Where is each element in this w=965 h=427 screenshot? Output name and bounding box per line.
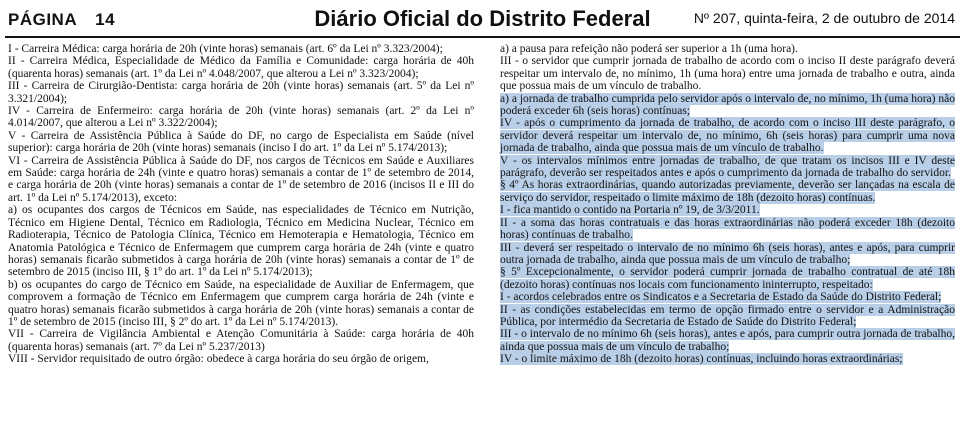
paragraph-text: a) a pausa para refeição não poderá ser superior a 1h (uma hora). bbox=[500, 43, 798, 55]
paragraph: b) os ocupantes do cargo de Técnico em Saúde, na especialidade de Auxiliar de Enfermagem, que comprovem a formação de Técnico em Enfermagem que cumprem carga horária de 24h (vinte e quatro horas) semanais ficarão submetidos à carga horária de 20h (vinte horas) semanais a contar de 1º de setembro de 2015 (inciso III, § 2º do art. 1º da Lei nº 5.174/2013). bbox=[8, 278, 474, 328]
highlighted-paragraph bbox=[500, 217, 955, 242]
publication-title: Diário Oficial do Distrito Federal bbox=[314, 6, 651, 31]
highlighted-text: III - deverá ser respeitado o intervalo de no mínimo 6h (seis horas), antes e após, para cumprir outra jornada de trabalho, ainda que possua mais de um vínculo de trabalho; bbox=[500, 241, 955, 266]
highlighted-text: I - acordos celebrados entre os Sindicatos e a Secretaria de Estado da Saúde do Distrito Federal; bbox=[500, 291, 942, 304]
paragraph bbox=[500, 55, 955, 92]
paragraph: I - Carreira Médica: carga horária de 20h (vinte horas) semanais (art. 6º da Lei nº 3.323/2004); bbox=[8, 43, 443, 55]
paragraph: VI - Carreira de Assistência Pública à Saúde do DF, nos cargos de Técnicos em Saúde e Auxiliares em Saúde: carga horária de 24h (vinte e quatro horas) semanais a contar de 1º de setembro de 2014, e carga horária de 20h (vinte horas) semanais a contar de 1º de setembro de 2016 (incisos II e III do art. 1º da Lei nº 5.174/2013), exceto: bbox=[8, 154, 474, 204]
paragraph bbox=[500, 43, 955, 55]
highlighted-text: I - fica mantido o contido na Portaria nº 19, de 3/3/2011. bbox=[500, 204, 760, 217]
right-column bbox=[500, 43, 955, 366]
highlighted-text: a) a jornada de trabalho cumprida pelo servidor após o intervalo de, no mínimo, 1h (uma hora) não poderá exceder 6h (seis horas) contínuas; bbox=[500, 92, 955, 118]
paragraph: VIII - Servidor requisitado de outro órgão: obedece à carga horária do seu órgão de origem, bbox=[8, 353, 429, 366]
paragraph: II - Carreira Médica, Especialidade de Médico da Família e Comunidade: carga horária de 40h (quarenta horas) semanais (art. 1º da Lei nº 4.048/2007, que alterou a Lei nº 3.323/2004); bbox=[8, 55, 474, 80]
highlighted-text: II - a soma das horas contratuais e das horas extraordinárias não poderá exceder 18h (dezoito horas) contínuas de trabalho. bbox=[500, 216, 955, 242]
page-header bbox=[0, 0, 965, 40]
issue-info: Nº 207, quinta-feira, 2 de outubro de 2014 bbox=[693, 10, 955, 26]
left-column bbox=[8, 43, 474, 366]
highlighted-paragraph bbox=[500, 93, 955, 118]
highlighted-text: V - os intervalos mínimos entre jornadas de trabalho, de que tratam os incisos III e IV deste parágrafo, deverão ser respeitados antes e após o cumprimento da jornada de trabalho do servidor. bbox=[500, 154, 955, 180]
paragraph: III - Carreira de Cirurgião-Dentista: carga horária de 20h (vinte horas) semanais (art. 5º da Lei nº 3.321/2004); bbox=[8, 80, 474, 105]
highlighted-paragraph bbox=[500, 353, 955, 365]
highlighted-paragraph bbox=[500, 266, 955, 291]
highlighted-paragraph bbox=[500, 155, 955, 180]
paragraph: a) os ocupantes dos cargos de Técnicos em Saúde, nas especialidades de Técnico em Nutrição, Técnico em Higiene Dental, Técnico em Radiologia, Técnico em Medicina Nuclear, Técnico em Radioterapia, Técnico de Patologia Clínica, Técnico em Hemoterapia e Hematologia, Técnico em Anatomia Patológica e Técnico de Enfermagem que cumprem carga horária de 24h (vinte e quatro horas) semanais ficarão submetidos à carga horária de 20h (vinte horas) semanais a contar de 1º de setembro de 2015 (inciso III, § 1º do art. 1º da Lei nº 5.174/2013); bbox=[8, 204, 474, 279]
highlighted-paragraph bbox=[500, 179, 955, 204]
paragraph: IV - Carreira de Enfermeiro: carga horária de 20h (vinte horas) semanais (art. 2º da Lei nº 4.014/2007, que alterou a Lei nº 3.322/2004); bbox=[8, 105, 474, 130]
highlighted-paragraph bbox=[500, 291, 955, 303]
page-label: PÁGINA bbox=[8, 10, 78, 29]
highlighted-text: II - as condições estabelecidas em termo de opção firmado entre o servidor e a Administração Pública, por intermédio da Secretaria de Estado de Saúde do Distrito Federal; bbox=[500, 303, 955, 328]
highlighted-text: IV - o limite máximo de 18h (dezoito horas) contínuas, incluindo horas extraordinárias; bbox=[500, 353, 903, 366]
highlighted-paragraph bbox=[500, 204, 955, 216]
header-divider bbox=[5, 36, 960, 38]
highlighted-text: IV - após o cumprimento da jornada de trabalho, de acordo com o inciso III deste parágrafo, o servidor deverá respeitar um intervalo de, no mínimo, 6h (seis horas) para cumprir uma nova jornada de trabalho, ainda que possua mais de um vínculo de trabalho. bbox=[500, 117, 955, 155]
highlighted-text: III - o intervalo de no mínimo 6h (seis horas), antes e após, para cumprir outra jornada de trabalho, ainda que possua mais de um vínculo de trabalho; bbox=[500, 328, 955, 353]
highlighted-text: § 5º Excepcionalmente, o servidor poderá cumprir jornada de trabalho contratual de até 18h (dezoito horas) contínuas nos locais com funcionamento ininterrupto, respeitado: bbox=[500, 266, 955, 291]
highlighted-paragraph bbox=[500, 304, 955, 329]
page-number: 14 bbox=[95, 10, 116, 29]
paragraph: V - Carreira de Assistência Pública à Saúde do DF, no cargo de Especialista em Saúde (nível superior): carga horária de 20h (vinte horas) semanais (inciso I do art. 1º da Lei nº 5.174/2013); bbox=[8, 129, 474, 155]
paragraph-text: III - o servidor que cumprir jornada de trabalho de acordo com o inciso II deste parágrafo deverá respeitar um intervalo de, no mínimo, 1h (uma hora) entre uma jornada de trabalho e outra, ainda que possua mais de um vínculo de trabalho. bbox=[500, 55, 955, 93]
highlighted-paragraph bbox=[500, 242, 955, 267]
paragraph: VII - Carreira de Vigilância Ambiental e Atenção Comunitária à Saúde: carga horária de 40h (quarenta horas) semanais (art. 7º da Lei nº 5.237/2013) bbox=[8, 328, 474, 353]
highlighted-paragraph bbox=[500, 328, 955, 353]
highlighted-paragraph bbox=[500, 117, 955, 154]
highlighted-text: § 4º As horas extraordinárias, quando autorizadas previamente, deverão ser lançadas na escala de serviço do servidor, respeitado o limite máximo de 18h (dezoito horas) contínuas. bbox=[500, 179, 955, 204]
